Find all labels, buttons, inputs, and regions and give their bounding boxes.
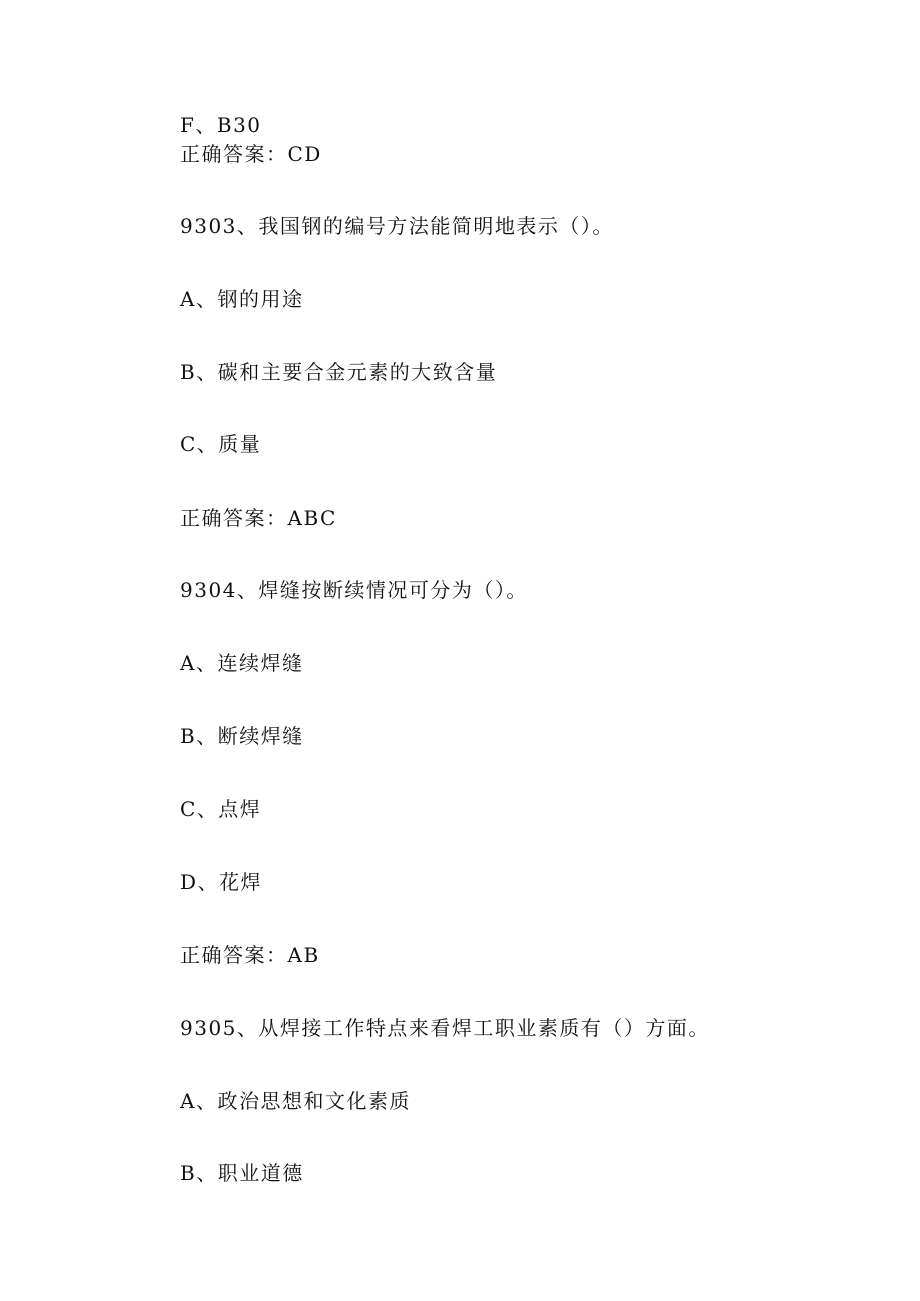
- option-a-9305: A、政治思想和文化素质: [180, 1089, 411, 1113]
- option-b-9304: B、断续焊缝: [180, 724, 304, 748]
- question-9304: 9304、焊缝按断续情况可分为（）。: [180, 578, 528, 602]
- question-9305: 9305、从焊接工作特点来看焊工职业素质有（）方面。: [180, 1016, 710, 1040]
- answer-9304: 正确答案：AB: [180, 943, 320, 967]
- question-9303: 9303、我国钢的编号方法能简明地表示（）。: [180, 214, 614, 238]
- answer-9303: 正确答案：ABC: [180, 506, 337, 530]
- option-b-9303: B、碳和主要合金元素的大致含量: [180, 360, 498, 384]
- option-c-9304: C、点焊: [180, 797, 262, 821]
- option-b-9305: B、职业道德: [180, 1161, 304, 1185]
- option-a-9304: A、连续焊缝: [180, 651, 304, 675]
- option-c-9303: C、质量: [180, 432, 262, 456]
- option-f-text: F、B30: [180, 113, 262, 137]
- option-d-9304: D、花焊: [180, 870, 263, 894]
- option-a-9303: A、钢的用途: [180, 287, 304, 311]
- answer-text: 正确答案：CD: [180, 142, 322, 166]
